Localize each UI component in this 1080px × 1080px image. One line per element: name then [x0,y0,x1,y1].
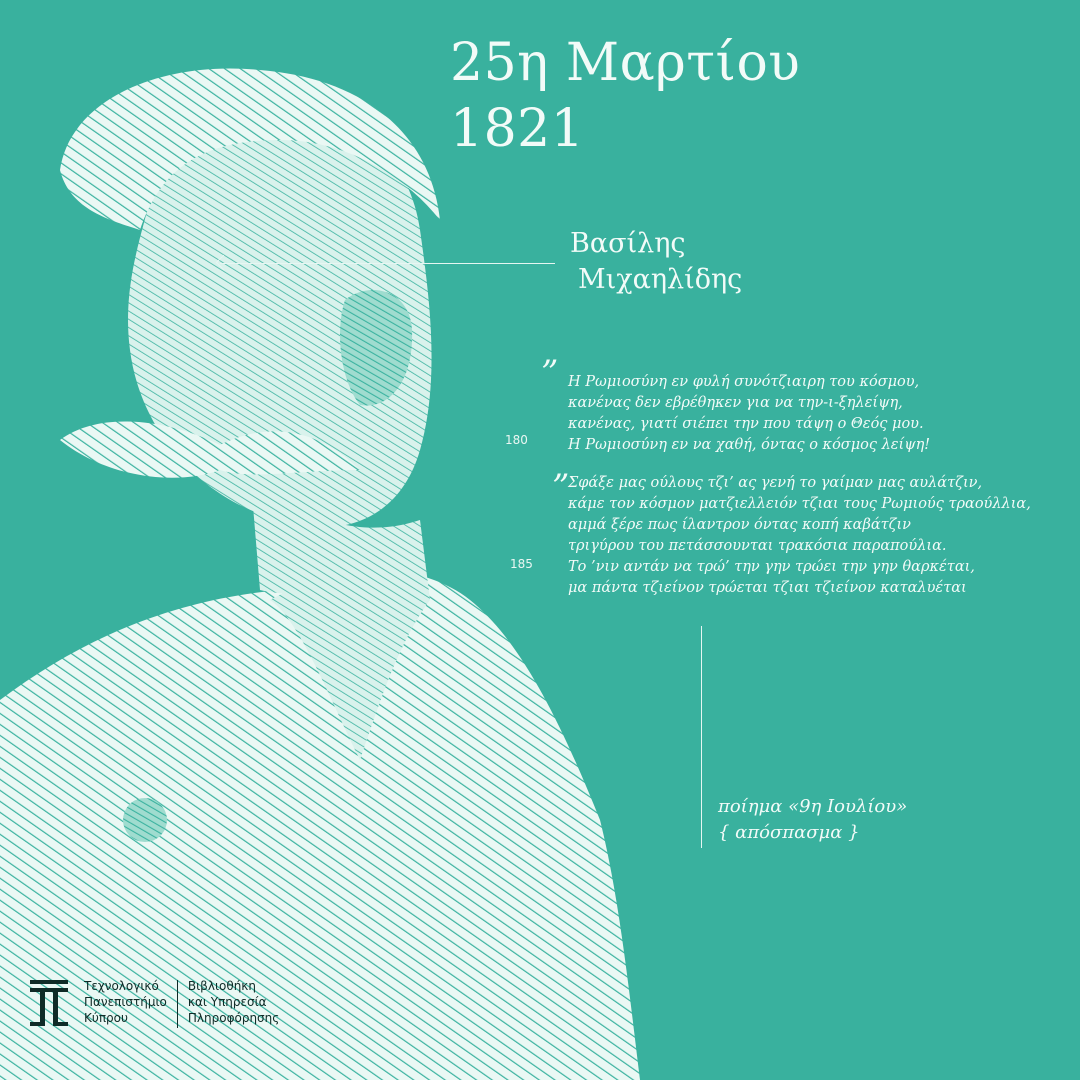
quote-mark-icon: ” [552,467,570,507]
quote-mark-icon: ” [541,353,559,393]
cut-logo-icon [28,978,70,1030]
vertical-divider [701,626,702,848]
excerpt-note: { απόσπασμα } [718,822,860,843]
stanza-1 [568,372,930,456]
institution-line: Κύπρου [84,1011,128,1025]
department-line: και Υπηρεσία [187,995,267,1009]
author-last-name: Μιχαηλίδης [578,264,743,295]
verse-line: μα πάντα τζιείνον τρώεται τζιαι τζιείνον καταλυέται [568,580,967,596]
verse-line: κανένας, γιατί σιέπει την που τάψη ο Θεός μου. [568,416,924,432]
poem-caption [718,794,907,846]
title-year: 1821 [450,99,585,159]
verse-line: Σφάξε μας ούλους τζι’ ας γενή το γαίμαν μας αυλάτζιν, [568,475,983,491]
department-line: Βιβλιοθήκη [187,979,256,993]
university-logo [28,978,279,1030]
logo-divider [177,980,178,1028]
institution-line: Τεχνολογικό [84,979,159,993]
line-number-180: 180 [505,433,528,447]
line-number-185: 185 [510,557,533,571]
institution-line: Πανεπιστήμιο [84,995,167,1009]
verse-line: Το ’νιν αντάν να τρώ’ την γην τρώει την γην θαρκέται, [568,559,975,575]
institution-name [84,978,167,1026]
verse-line: κάμε τον κόσμον ματζιελλειόν τζιαι τους Ρωμιούς τραούλλια, [568,496,1031,512]
title-date: 25η Μαρτίου [450,33,801,93]
author-first-name: Βασίλης [570,228,686,259]
title [450,30,800,162]
pointer-line [220,263,555,264]
verse-line: Η Ρωμιοσύνη εν να χαθή, όντας ο κόσμος λείψη! [568,437,931,453]
stanza-2 [568,473,1031,599]
verse-line: αμμά ξέρε πως ίλαντρον όντας κοπή καβάτζιν [568,517,911,533]
verse-line: Η Ρωμιοσύνη εν φυλή συνότζιαιρη του κόσμου, [568,374,920,390]
author-name [570,226,742,298]
poem-title: ποίημα «9η Ιουλίου» [718,796,908,817]
verse-line: κανένας δεν εβρέθηκεν για να την-ι-ξηλείψη, [568,395,903,411]
verse-line: τριγύρου του πετάσσουνται τρακόσια παραπούλια. [568,538,947,554]
department-line: Πληροφόρησης [187,1011,280,1025]
department-name [188,978,279,1026]
